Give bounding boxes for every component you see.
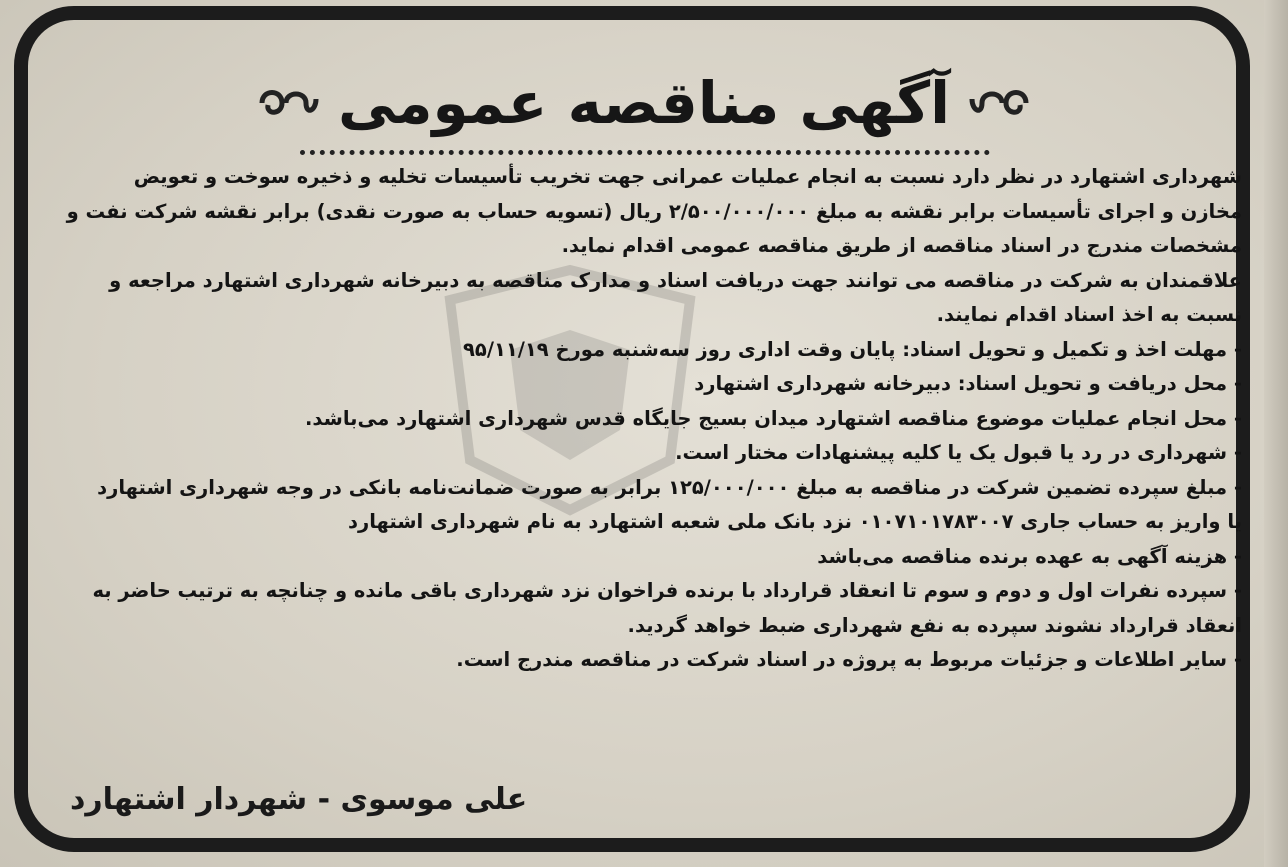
body-line: - سایر اطلاعات و جزئیات مربوط به پروژه در اسناد شرکت در مناقصه مندرج است.: [456, 648, 1242, 671]
body-line: - هزینه آگهی به عهده برنده مناقصه می‌باشد: [817, 544, 1242, 568]
body-line: - محل دریافت و تحویل اسناد: دبیرخانه شهرداری اشتهارد: [694, 372, 1242, 395]
left-ornament-icon: [256, 83, 320, 123]
right-ornament-icon: [968, 83, 1032, 123]
body-line: شهرداری اشتهارد در نظر دارد نسبت به انجام عملیات عمرانی جهت تخریب تأسیسات تخلیه و ذخیره سوخت و تعویض: [133, 165, 1242, 188]
signature: علی موسوی - شهردار اشتهارد: [70, 782, 528, 817]
notice-body: [42, 160, 1242, 678]
body-line: مخازن و اجرای تأسیسات برابر نقشه به مبلغ ۲/۵۰۰/۰۰۰/۰۰۰ ریال (تسویه حساب به صورت نقدی) برابر نقشه شرکت نفت و: [66, 199, 1242, 223]
notice-title: آگهی مناقصه عمومی: [337, 69, 951, 137]
body-line: یا واریز به حساب جاری ۰۱۰۷۱۰۱۷۸۳۰۰۷ نزد بانک ملی شعبه اشتهارد به نام شهرداری اشتهارد: [347, 510, 1242, 533]
body-line: نسبت به اخذ اسناد اقدام نمایند.: [936, 303, 1242, 326]
body-line: مشخصات مندرج در اسناد مناقصه از طریق مناقصه عمومی اقدام نماید.: [561, 234, 1242, 257]
body-line: - محل انجام عملیات موضوع مناقصه اشتهارد میدان بسیج جایگاه قدس شهرداری اشتهارد می‌باشد.: [304, 406, 1242, 430]
title-row: [0, 62, 1288, 144]
title-divider: [300, 150, 990, 155]
body-line: - شهرداری در رد یا قبول یک یا کلیه پیشنهادات مختار است.: [675, 441, 1242, 464]
body-line: - مهلت اخذ و تکمیل و تحویل اسناد: پایان وقت اداری روز سه‌شنبه مورخ ۹۵/۱۱/۱۹: [463, 337, 1242, 361]
body-line: انعقاد قرارداد نشوند سپرده به نفع شهرداری ضبط خواهد گردید.: [627, 613, 1242, 637]
body-line: علاقمندان به شرکت در مناقصه می توانند جهت دریافت اسناد و مدارک مناقصه به دبیرخانه شهرداری اشتهارد مراجعه و: [109, 268, 1242, 292]
body-line: - مبلغ سپرده تضمین شرکت در مناقصه به مبلغ ۱۲۵/۰۰۰/۰۰۰ برابر به صورت ضمانت‌نامه بانکی در وجه شهرداری اشتهارد: [97, 475, 1242, 499]
body-line: - سپرده نفرات اول و دوم و سوم تا انعقاد قرارداد با برنده فراخوان نزد شهرداری باقی مانده و چنانچه به ترتیب حاضر به: [92, 579, 1242, 602]
